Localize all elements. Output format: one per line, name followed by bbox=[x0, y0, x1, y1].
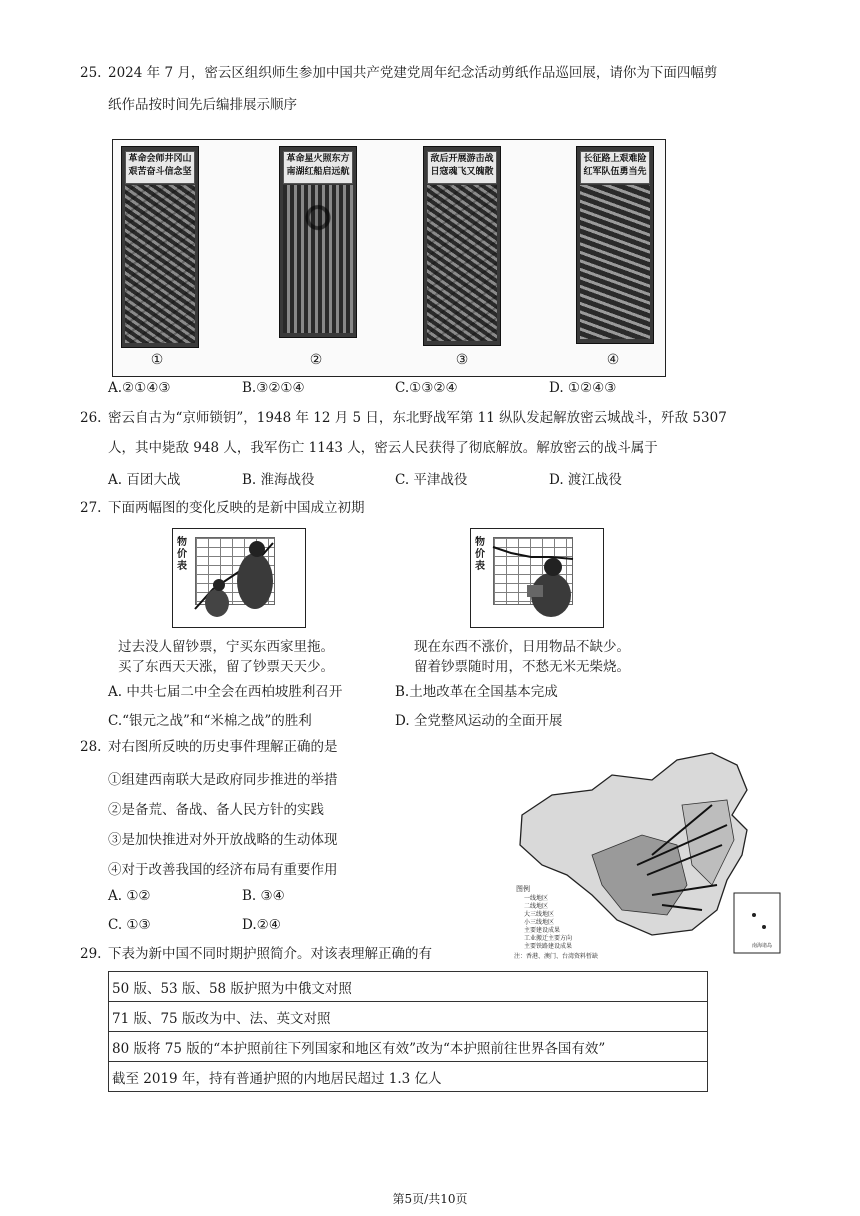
q25-option-b[interactable]: B.③②①④ bbox=[242, 380, 305, 396]
map-legend-6: 工业搬迁主要方向 bbox=[524, 935, 573, 942]
table-row bbox=[109, 972, 708, 1002]
q28-option-a[interactable]: A. ①② bbox=[108, 888, 151, 904]
table-row bbox=[109, 1062, 708, 1092]
map-legend-4: 小三线地区 bbox=[524, 919, 555, 926]
map-note: 注：香港、澳门、台湾资料暂缺 bbox=[514, 953, 599, 960]
q28-item-1: ①组建西南联大是政府同步推进的举措 bbox=[108, 772, 338, 788]
q27-option-c[interactable]: C.“银元之战”和“米棉之战”的胜利 bbox=[108, 713, 312, 729]
map-legend-1: 一线地区 bbox=[524, 895, 549, 902]
passport-row-3: 80 版将 75 版的“本护照前往下列国家和地区有效”改为“本护照前往世界各国有效” bbox=[109, 1032, 708, 1062]
q26-text-line1: 密云自古为“京师锁钥”，1948 年 12 月 5 日，东北野战军第 11 纵队发起解放密云城战斗，歼敌 5307 bbox=[108, 410, 727, 426]
q28-option-d[interactable]: D.②④ bbox=[242, 917, 281, 933]
q26-text-line2: 人，其中毙敌 948 人，我军伤亡 1143 人，密云人民获得了彻底解放。解放密云的战斗属于 bbox=[108, 440, 658, 456]
caption-left-line1: 过去没人留钞票，宁买东西家里拖。 bbox=[118, 639, 334, 655]
passport-row-1: 50 版、53 版、58 版护照为中俄文对照 bbox=[109, 972, 708, 1002]
q26-option-c[interactable]: C. 平津战役 bbox=[395, 472, 468, 488]
map-legend-3: 大三线地区 bbox=[524, 911, 555, 918]
q26-option-a[interactable]: A. 百团大战 bbox=[108, 472, 181, 488]
page-footer: 第5页/共10页 bbox=[392, 1192, 468, 1206]
map-legend-2: 二线地区 bbox=[524, 903, 549, 910]
papercut-2 bbox=[279, 146, 357, 338]
papercut-3-title: 敌后开展游击战 日寇魂飞又魄散 bbox=[427, 151, 497, 184]
papercut-4-label: ④ bbox=[606, 352, 620, 368]
q27-option-d[interactable]: D. 全党整风运动的全面开展 bbox=[395, 713, 563, 729]
passport-row-2: 71 版、75 版改为中、法、英文对照 bbox=[109, 1002, 708, 1032]
map-legend-7: 主要铁路建设成果 bbox=[524, 943, 573, 950]
papercut-4 bbox=[576, 146, 654, 344]
papercut-figure bbox=[112, 139, 666, 377]
q25-text-line2: 纸作品按时间先后编排展示顺序 bbox=[108, 97, 297, 113]
papercut-3 bbox=[423, 146, 501, 346]
map-legend-5: 主要建设成果 bbox=[524, 927, 561, 934]
q28-option-b[interactable]: B. ③④ bbox=[242, 888, 285, 904]
passport-row-4: 截至 2019 年，持有普通护照的内地居民超过 1.3 亿人 bbox=[109, 1062, 708, 1092]
china-map bbox=[502, 745, 786, 967]
q28-option-c[interactable]: C. ①③ bbox=[108, 917, 151, 933]
q28-text-line1: 对右图所反映的历史事件理解正确的是 bbox=[108, 739, 338, 755]
papercut-3-label: ③ bbox=[455, 352, 469, 368]
map-inset-label: 南海诸岛 bbox=[752, 943, 773, 949]
q25-text-line1: 2024 年 7 月，密云区组织师生参加中国共产党建党周年纪念活动剪纸作品巡回展，请你为下面四幅剪 bbox=[108, 65, 718, 81]
q28-number: 28. bbox=[80, 739, 102, 755]
caption-right-line1: 现在东西不涨价，日用物品不缺少。 bbox=[414, 639, 630, 655]
cartoon-before bbox=[172, 528, 306, 628]
q27-text-line1: 下面两幅图的变化反映的是新中国成立初期 bbox=[108, 500, 365, 516]
cartoon-after-drawing bbox=[471, 529, 603, 627]
q27-number: 27. bbox=[80, 500, 102, 516]
q26-option-b[interactable]: B. 淮海战役 bbox=[242, 472, 315, 488]
papercut-2-title: 革命星火照东方 南湖红船启远航 bbox=[283, 151, 353, 184]
q29-text-line1: 下表为新中国不同时期护照简介。对该表理解正确的有 bbox=[108, 946, 432, 962]
cartoon-after bbox=[470, 528, 604, 628]
passport-table bbox=[108, 971, 708, 1092]
q28-item-4: ④对于改善我国的经济布局有重要作用 bbox=[108, 862, 338, 878]
q27-option-a[interactable]: A. 中共七届二中全会在西柏坡胜利召开 bbox=[108, 684, 343, 700]
table-row bbox=[109, 1032, 708, 1062]
q28-item-2: ②是备荒、备战、备人民方针的实践 bbox=[108, 802, 324, 818]
papercut-4-title: 长征路上艰难险 红军队伍勇当先 bbox=[580, 151, 650, 184]
q27-option-b[interactable]: B.土地改革在全国基本完成 bbox=[395, 684, 558, 700]
q29-number: 29. bbox=[80, 946, 102, 962]
q25-option-a[interactable]: A.②①④③ bbox=[108, 380, 171, 396]
q25-number: 25. bbox=[80, 65, 102, 81]
papercut-1-title: 革命会师井冈山 艰苦奋斗信念坚 bbox=[125, 151, 195, 184]
q25-option-c[interactable]: C.①③②④ bbox=[395, 380, 458, 396]
papercut-1 bbox=[121, 146, 199, 348]
papercut-2-label: ② bbox=[309, 352, 323, 368]
caption-left-line2: 买了东西天天涨，留了钞票天天少。 bbox=[118, 659, 334, 675]
q26-option-d[interactable]: D. 渡江战役 bbox=[549, 472, 622, 488]
table-row bbox=[109, 1002, 708, 1032]
q28-item-3: ③是加快推进对外开放战略的生动体现 bbox=[108, 832, 338, 848]
cartoon-before-tag: 物价表 bbox=[177, 537, 187, 572]
caption-right-line2: 留着钞票随时用，不愁无米无柴烧。 bbox=[414, 659, 630, 675]
papercut-1-label: ① bbox=[150, 352, 164, 368]
q25-option-d[interactable]: D. ①②④③ bbox=[549, 380, 617, 396]
cartoon-after-tag: 物价表 bbox=[475, 537, 485, 572]
q26-number: 26. bbox=[80, 410, 102, 426]
map-legend-title: 图例 bbox=[516, 885, 530, 893]
cartoon-before-drawing bbox=[173, 529, 305, 627]
